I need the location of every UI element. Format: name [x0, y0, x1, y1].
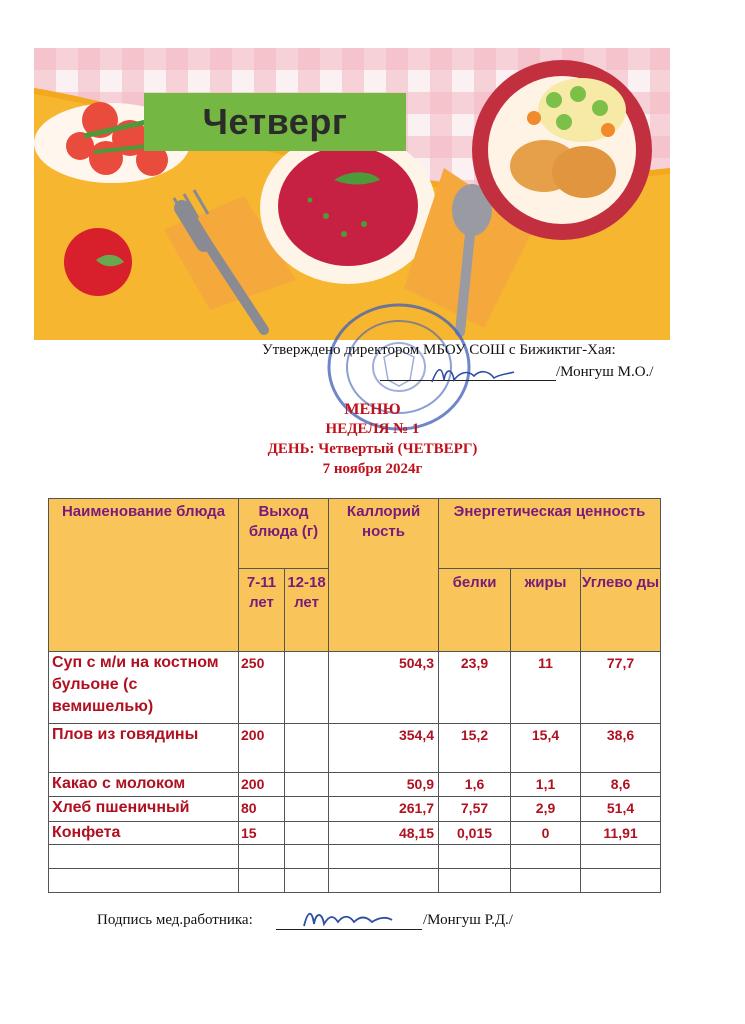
header-carbs: Углево ды: [581, 569, 661, 652]
header-proteins: белки: [439, 569, 511, 652]
director-name: /Монгуш М.О./: [556, 364, 654, 380]
header-age-7-11: 7-11 лет: [239, 569, 285, 652]
proteins: 23,9: [439, 652, 511, 724]
menu-title: МЕНЮ: [344, 401, 401, 418]
table-row: [49, 797, 661, 822]
menu-banner: [34, 48, 670, 340]
dish-name: Плов из говядины: [49, 724, 239, 773]
dish-name: Суп с м/и на костном бульоне (с вемишелью): [49, 652, 239, 724]
calories: 48,15: [329, 822, 439, 845]
tomato-icon: [64, 228, 132, 296]
header-energy: Энергетическая ценность: [439, 499, 661, 569]
carbs: 77,7: [581, 652, 661, 724]
director-signature: [428, 362, 518, 388]
calories: 261,7: [329, 797, 439, 822]
calories: 354,4: [329, 724, 439, 773]
header-output: Выход блюда (г): [239, 499, 329, 569]
day-title: Четверг: [144, 93, 406, 151]
output-7-11: 80: [239, 797, 285, 822]
header-fats: жиры: [511, 569, 581, 652]
fats: 2,9: [511, 797, 581, 822]
output-7-11: 200: [239, 724, 285, 773]
table-row: [49, 652, 661, 724]
cutlet-plate-icon: [472, 60, 652, 240]
fats: 1,1: [511, 773, 581, 797]
banner-illustration: [34, 48, 670, 340]
output-7-11: 250: [239, 652, 285, 724]
day-subtitle: ДЕНЬ: Четвертый (ЧЕТВЕРГ): [267, 441, 478, 457]
table-row: [49, 724, 661, 773]
table-row: [49, 822, 661, 845]
dish-name: Какао с молоком: [49, 773, 239, 797]
proteins: 15,2: [439, 724, 511, 773]
output-12-18: [285, 797, 329, 822]
carbs: 38,6: [581, 724, 661, 773]
header-calories: Каллорий ность: [329, 499, 439, 652]
proteins: 7,57: [439, 797, 511, 822]
header-age-12-18: 12-18 лет: [285, 569, 329, 652]
dish-name: Конфета: [49, 822, 239, 845]
output-12-18: [285, 773, 329, 797]
proteins: 1,6: [439, 773, 511, 797]
fats: 0: [511, 822, 581, 845]
calories: 504,3: [329, 652, 439, 724]
empty-row: [49, 845, 661, 869]
fats: 15,4: [511, 724, 581, 773]
carbs: 11,91: [581, 822, 661, 845]
menu-date: 7 ноября 2024г: [322, 461, 423, 477]
header-dish: Наименование блюда: [49, 499, 239, 652]
soup-bowl-icon: [260, 132, 436, 284]
medic-signature: [300, 904, 396, 932]
proteins: 0,015: [439, 822, 511, 845]
output-12-18: [285, 724, 329, 773]
week-title: НЕДЕЛЯ № 1: [325, 421, 420, 437]
output-7-11: 200: [239, 773, 285, 797]
approval-line: Утверждено директором МБОУ СОШ с Бижиктиг-Хая:: [262, 342, 616, 358]
fats: 11: [511, 652, 581, 724]
medic-name: /Монгуш Р.Д./: [423, 912, 513, 928]
carbs: 8,6: [581, 773, 661, 797]
table-row: [49, 773, 661, 797]
medic-signature-label: Подпись мед.работника:: [97, 912, 253, 928]
calories: 50,9: [329, 773, 439, 797]
output-7-11: 15: [239, 822, 285, 845]
carbs: 51,4: [581, 797, 661, 822]
empty-row: [49, 869, 661, 893]
output-12-18: [285, 822, 329, 845]
menu-table: [48, 498, 661, 893]
output-12-18: [285, 652, 329, 724]
dish-name: Хлеб пшеничный: [49, 797, 239, 822]
